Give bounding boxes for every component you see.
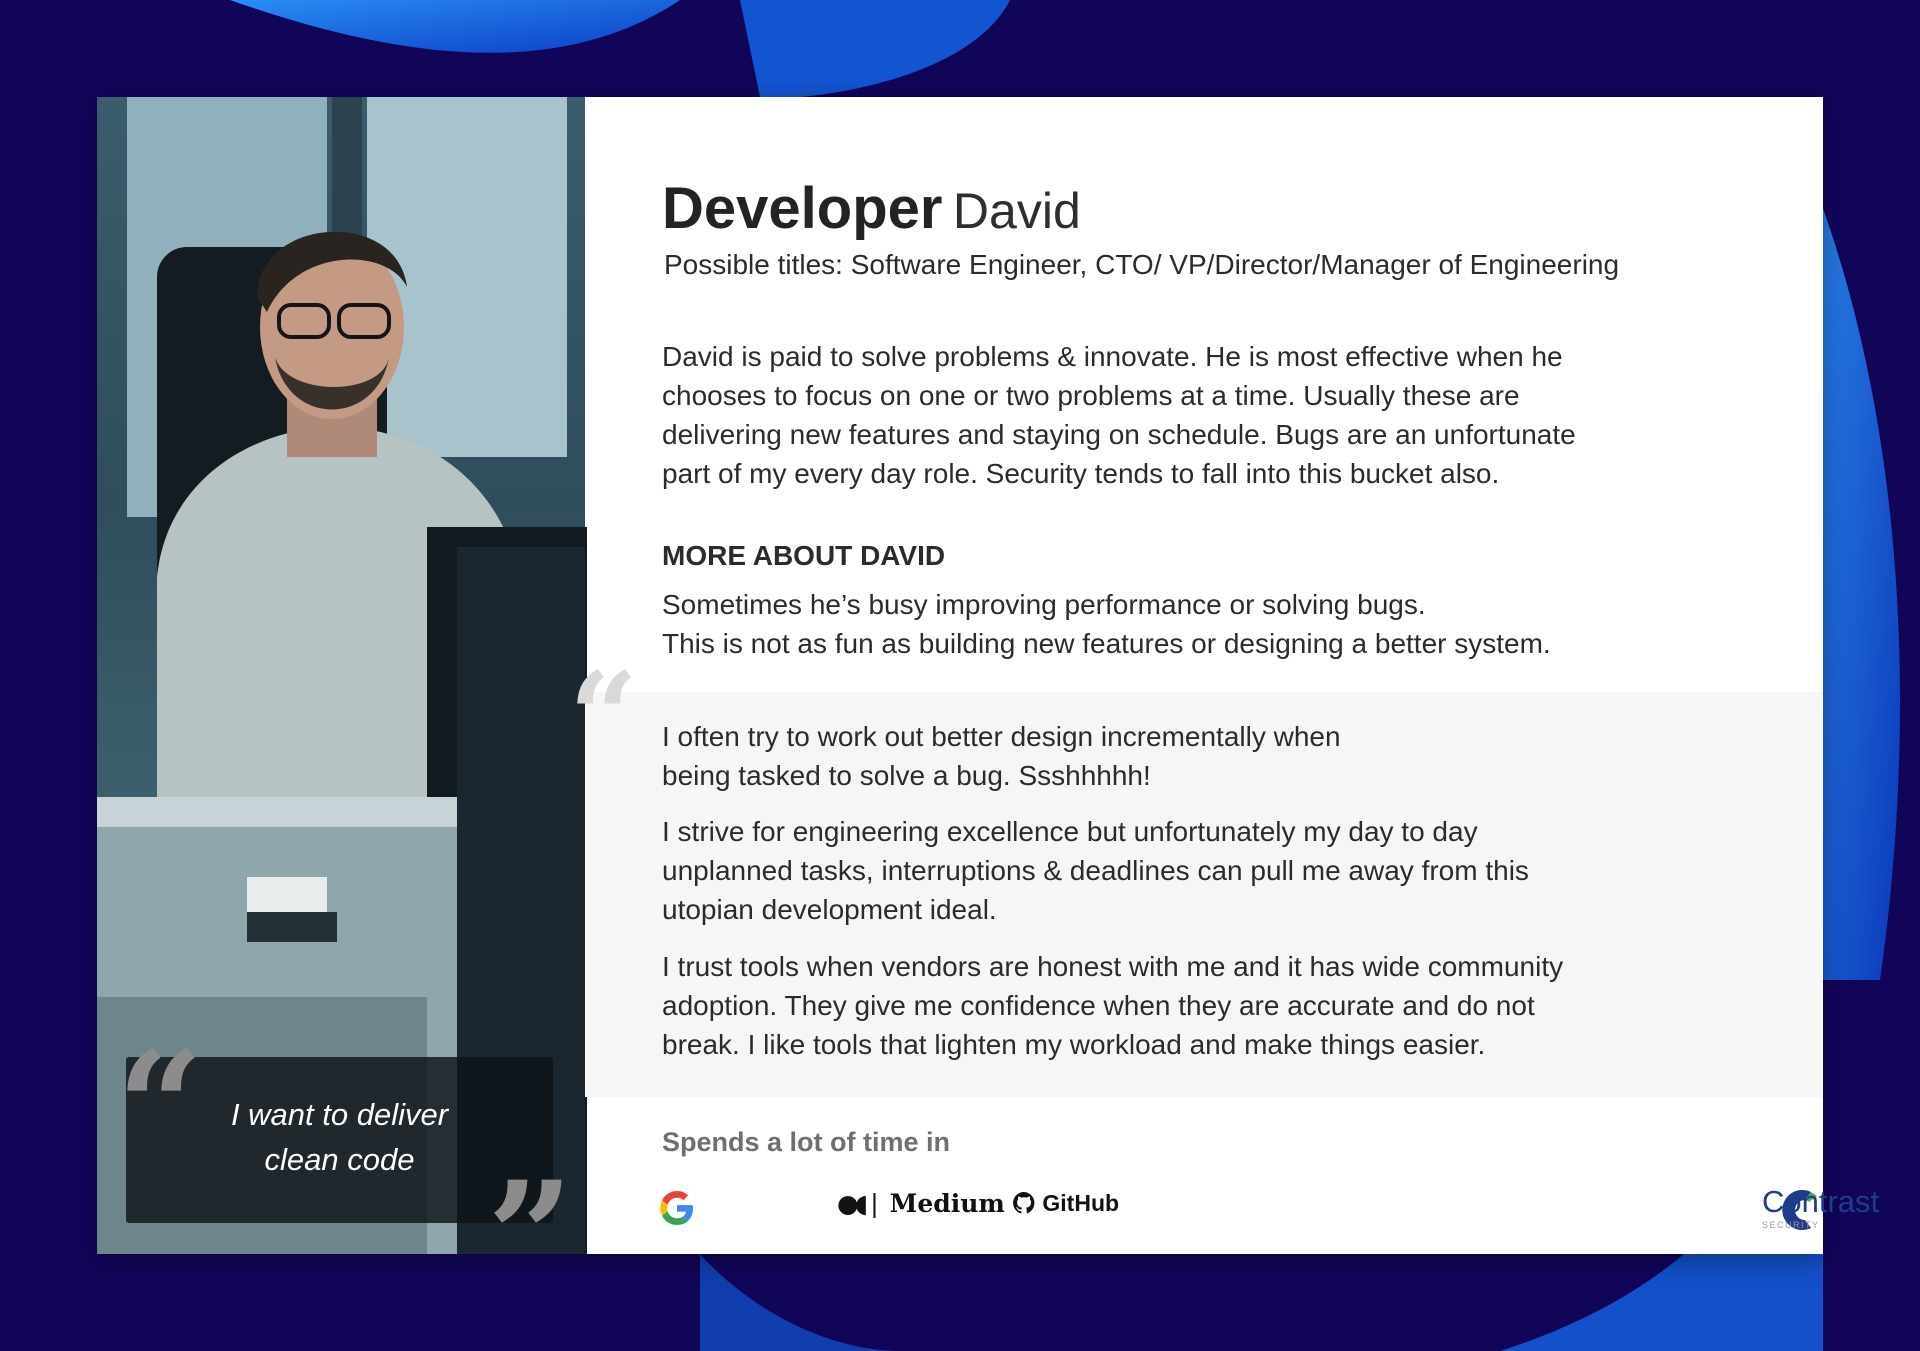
persona-role: Developer — [662, 176, 943, 241]
intro-line: David is paid to solve problems & innovate. He is most effective when he — [662, 341, 1563, 372]
open-quote-icon: “ — [117, 1019, 204, 1195]
persona-card — [97, 97, 1880, 1325]
github-label: GitHub — [1042, 1190, 1120, 1216]
more-about-paragraph — [662, 585, 1762, 663]
photo-quote — [126, 1092, 553, 1182]
intro-line: part of my every day role. Security tends to fall into this bucket also. — [662, 458, 1500, 489]
intro-line: chooses to focus on one or two problems at a time. Usually these are — [662, 380, 1520, 411]
quote-line: adoption. They give me confidence when they are accurate and do not — [662, 990, 1535, 1021]
medium-dots-icon: ●◖❘ — [837, 1189, 881, 1218]
possible-titles: Possible titles: Software Engineer, CTO/ VP/Director/Manager of Engineering — [664, 249, 1620, 280]
quote-paragraph — [662, 717, 1762, 795]
quote-line: break. I like tools that lighten my workload and make things easier. — [662, 1029, 1486, 1060]
github-logo — [1012, 1190, 1119, 1217]
contrast-brand-sub: SECURITY — [1762, 1220, 1820, 1230]
quote-line: I strive for engineering excellence but unfortunately my day to day — [662, 816, 1478, 847]
quote-mark-icon: “ — [569, 646, 639, 787]
more-about-heading: MORE ABOUT DAVID — [662, 540, 946, 571]
intro-line: delivering new features and staying on schedule. Bugs are an unfortunate — [662, 419, 1576, 450]
quote-line: I trust tools when vendors are honest with me and it has wide community — [662, 951, 1564, 982]
medium-label: Medium — [889, 1189, 1005, 1218]
photo-quote-line: clean code — [264, 1142, 415, 1177]
google-icon — [657, 1183, 697, 1233]
quote-line: being tasked to solve a bug. Ssshhhhh! — [662, 760, 1151, 791]
intro-paragraph — [662, 337, 1762, 493]
quote-line: I often try to work out better design incrementally when — [662, 721, 1341, 752]
medium-logo — [837, 1189, 1005, 1218]
persona-title — [662, 175, 1081, 242]
more-about-line: Sometimes he’s busy improving performance or solving bugs. — [662, 589, 1426, 620]
spends-time-label: Spends a lot of time in — [662, 1127, 951, 1157]
quote-line: unplanned tasks, interruptions & deadlines can pull me away from this — [662, 855, 1529, 886]
quote-paragraph — [662, 947, 1762, 1064]
photo-quote-line: I want to deliver — [230, 1097, 449, 1132]
quote-line: utopian development ideal. — [662, 894, 997, 925]
persona-name: David — [952, 183, 1081, 239]
quote-paragraph — [662, 812, 1762, 929]
contrast-brand-name: Contrast — [1762, 1184, 1880, 1219]
close-quote-icon: ” — [487, 1149, 574, 1325]
more-about-line: This is not as fun as building new features or designing a better system. — [662, 628, 1551, 659]
github-icon — [1012, 1191, 1036, 1215]
